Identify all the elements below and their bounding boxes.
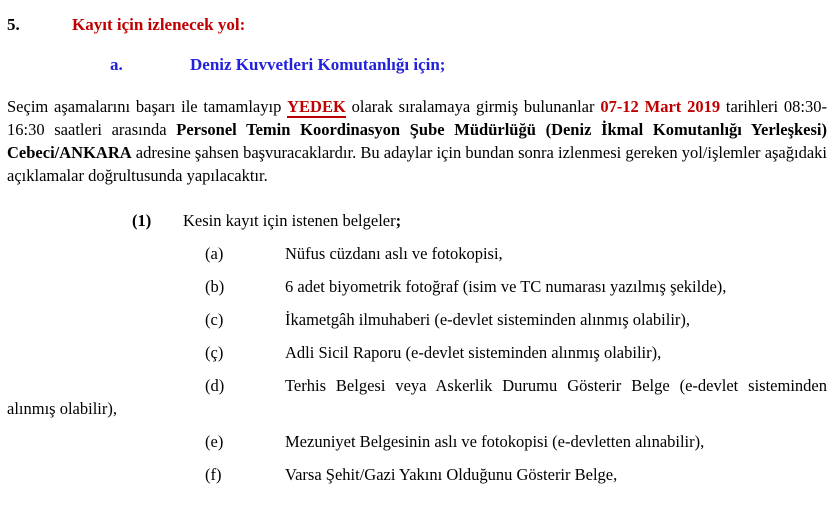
intro-paragraph	[7, 95, 827, 187]
list-item-text: Nüfus cüzdanı aslı ve fotokopisi,	[285, 244, 503, 263]
paragraph-segment: adresine şahsen başvuracaklardır. Bu adaylar için bundan sonra izlenmesi gereken yol/işlemler aşağıdaki açıklamalar doğrultusunda yapılacaktır.	[7, 143, 827, 185]
list-item-label: (f)	[205, 465, 222, 484]
list-item-label: (a)	[205, 244, 224, 263]
paragraph-segment-yedek: YEDEK	[287, 97, 346, 116]
section-title: Kayıt için izlenecek yol:	[72, 15, 246, 34]
paragraph-segment: tarihleri 08:30-16:30 saatleri arasında	[7, 97, 828, 139]
list-item-text: İkametgâh ilmuhaberi (e-devlet sisteminden alınmış olabilir),	[285, 310, 691, 329]
paragraph-segment: Seçim aşamalarını başarı ile tamamlayıp	[7, 97, 288, 116]
list-item-label: (ç)	[205, 343, 224, 362]
list-item-text: Mezuniyet Belgesinin aslı ve fotokopisi (e-devletten alınabilir),	[285, 432, 705, 451]
paragraph-segment-address: Personel Temin Koordinasyon Şube Müdürlüğü (Deniz İkmal Komutanlığı Yerleşkesi) Cebeci/ANKARA	[7, 120, 827, 162]
subsection-letter: a.	[110, 55, 123, 74]
list-item-text: Varsa Şehit/Gazi Yakını Olduğunu Gösterir Belge,	[285, 465, 618, 484]
list-item-label: (e)	[205, 432, 224, 451]
list-intro-punctuation: ;	[395, 211, 402, 230]
section-heading	[7, 13, 827, 36]
list-item	[7, 341, 827, 364]
list-intro-line	[7, 209, 827, 232]
list-item	[7, 374, 827, 420]
list-item	[7, 275, 827, 298]
section-number: 5.	[7, 15, 20, 34]
list-item-text: Terhis Belgesi veya Askerlik Durumu Gösterir Belge (e-devlet sisteminden alınmış olabilir),	[7, 376, 827, 418]
subsection-title: Deniz Kuvvetleri Komutanlığı için;	[190, 55, 446, 74]
list-item	[7, 242, 827, 265]
paragraph-segment: olarak sıralamaya girmiş bulunanlar	[345, 97, 601, 116]
paragraph-segment-dates: 07-12 Mart 2019	[600, 97, 721, 116]
list-item-label: (d)	[205, 376, 225, 395]
list-item-text: 6 adet biyometrik fotoğraf (isim ve TC numarası yazılmış şekilde),	[285, 277, 727, 296]
list-item	[7, 463, 827, 486]
list-item	[7, 308, 827, 331]
list-item-label: (c)	[205, 310, 224, 329]
list-item-label: (b)	[205, 277, 225, 296]
list-item	[7, 430, 827, 453]
list-intro-text: Kesin kayıt için istenen belgeler	[183, 211, 396, 230]
subsection-heading	[110, 53, 827, 76]
list-item-text: Adli Sicil Raporu (e-devlet sisteminden alınmış olabilir),	[285, 343, 662, 362]
list-intro-number: (1)	[132, 211, 152, 230]
